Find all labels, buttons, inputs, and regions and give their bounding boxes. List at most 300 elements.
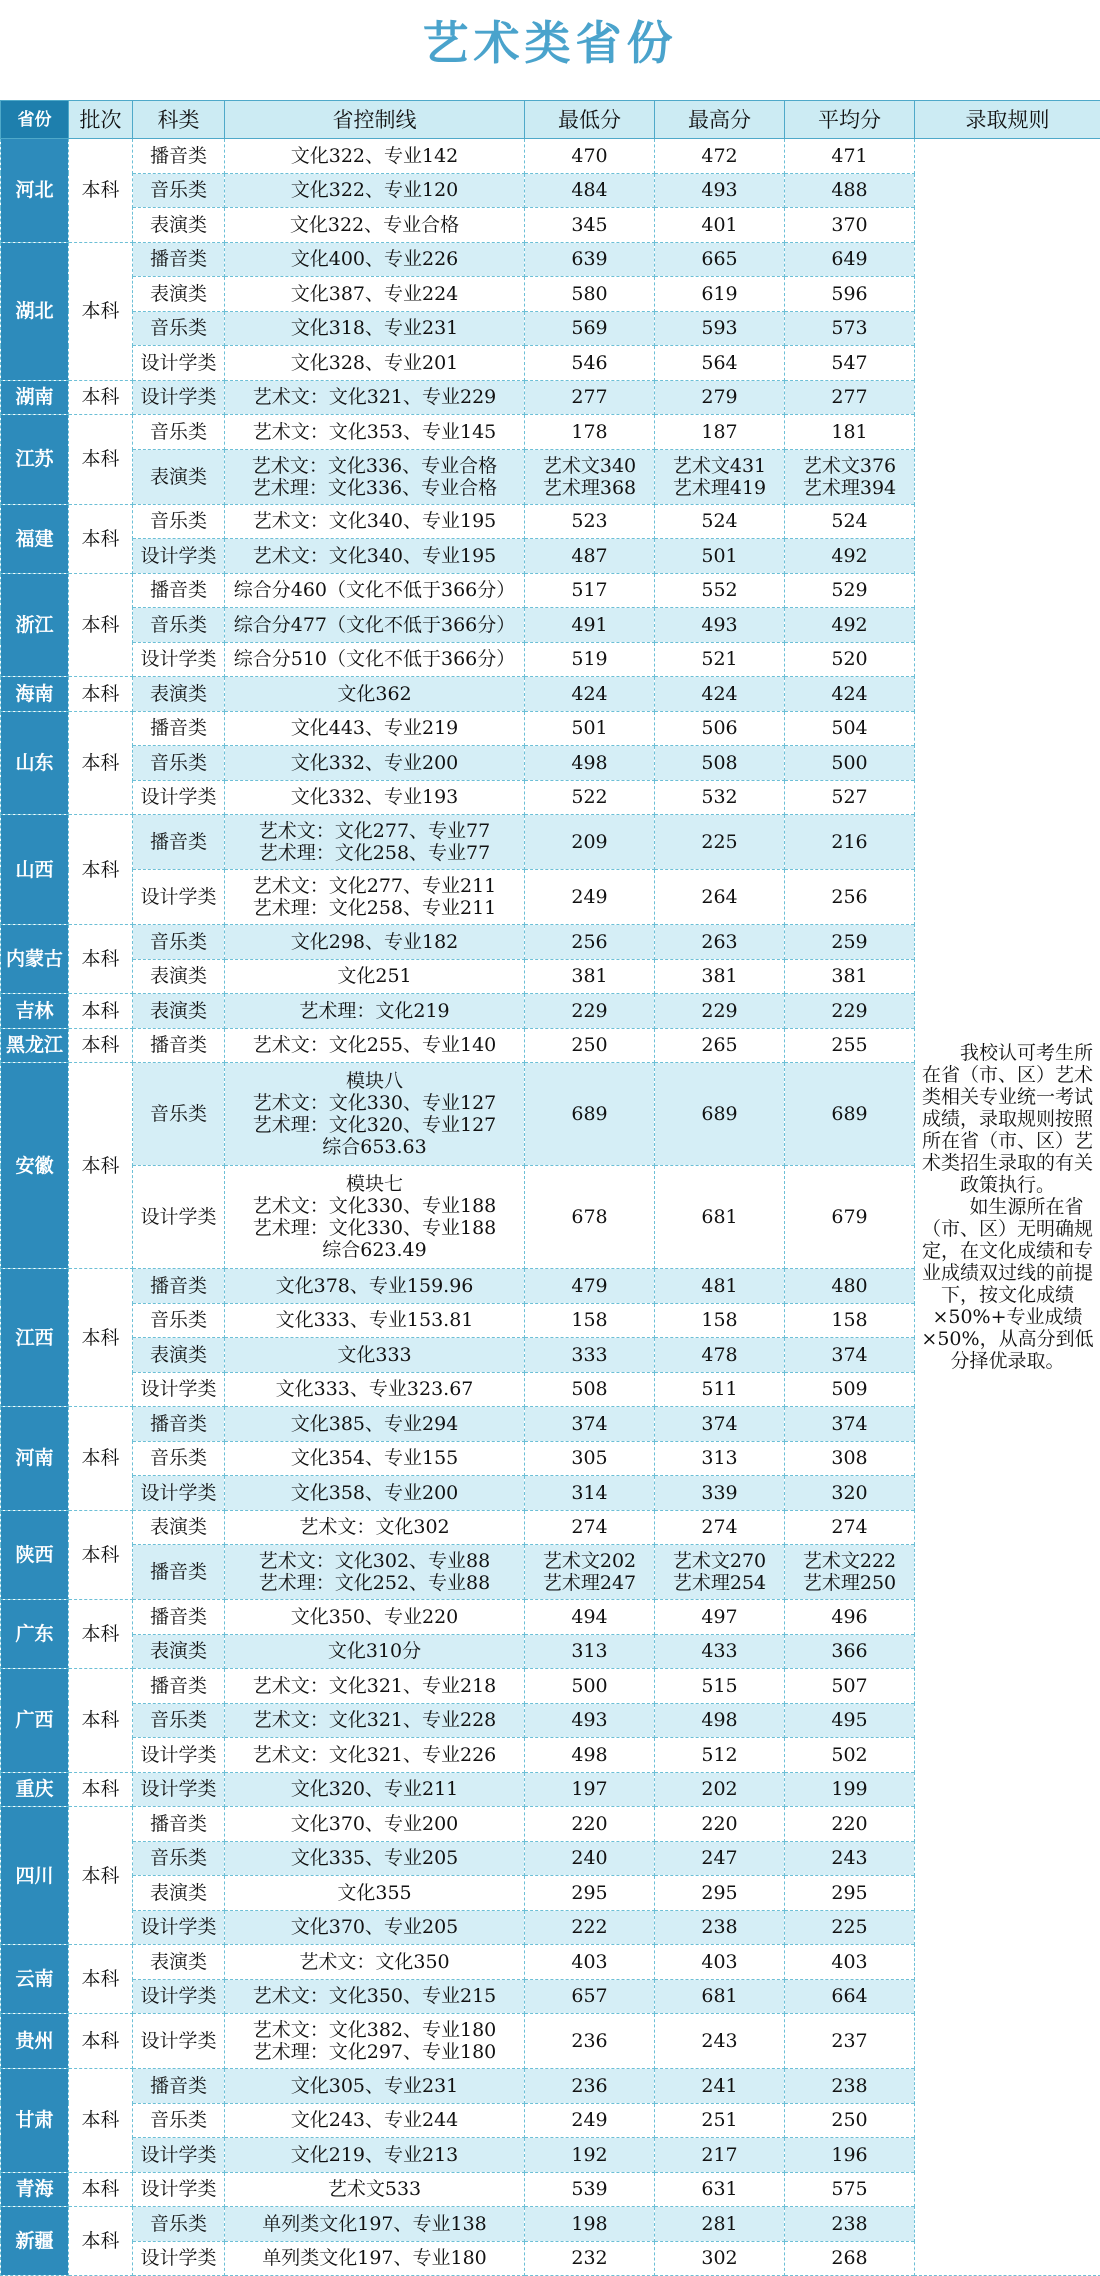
avg-score-cell: 403 [785, 1945, 915, 1980]
control-line-cell: 模块七 艺术文：文化330、专业188 艺术理：文化330、专业188 综合623.49 [225, 1166, 525, 1269]
avg-score-cell: 575 [785, 2172, 915, 2207]
batch-cell: 本科 [69, 994, 133, 1029]
header-province: 省份 [1, 101, 69, 139]
province-cell: 河南 [1, 1407, 69, 1511]
avg-score-cell: 308 [785, 1441, 915, 1476]
min-score-cell: 494 [525, 1600, 655, 1635]
subject-cell: 设计学类 [133, 1372, 225, 1407]
avg-score-cell: 229 [785, 994, 915, 1029]
subject-cell: 播音类 [133, 139, 225, 174]
subject-cell: 表演类 [133, 1876, 225, 1911]
table-row [1, 139, 1100, 174]
subject-cell: 设计学类 [133, 2014, 225, 2069]
min-score-cell: 232 [525, 2241, 655, 2276]
min-score-cell: 274 [525, 1510, 655, 1545]
max-score-cell: 472 [655, 139, 785, 174]
max-score-cell: 493 [655, 173, 785, 208]
subject-cell: 音乐类 [133, 2103, 225, 2138]
avg-score-cell: 259 [785, 925, 915, 960]
batch-cell: 本科 [69, 1669, 133, 1773]
batch-cell: 本科 [69, 2172, 133, 2207]
avg-score-cell: 255 [785, 1028, 915, 1063]
min-score-cell: 678 [525, 1166, 655, 1269]
avg-score-cell: 295 [785, 1876, 915, 1911]
max-score-cell: 433 [655, 1634, 785, 1669]
control-line-cell: 文化310分 [225, 1634, 525, 1669]
avg-score-cell: 520 [785, 642, 915, 677]
control-line-cell: 文化332、专业193 [225, 780, 525, 815]
header-admission-rule: 录取规则 [915, 101, 1100, 139]
batch-cell: 本科 [69, 1772, 133, 1807]
subject-cell: 表演类 [133, 208, 225, 243]
control-line-cell: 文化355 [225, 1876, 525, 1911]
subject-cell: 设计学类 [133, 2172, 225, 2207]
control-line-cell: 艺术文：文化321、专业218 [225, 1669, 525, 1704]
min-score-cell: 470 [525, 139, 655, 174]
min-score-cell: 229 [525, 994, 655, 1029]
batch-cell: 本科 [69, 139, 133, 243]
avg-score-cell: 664 [785, 1979, 915, 2014]
min-score-cell: 209 [525, 815, 655, 870]
header-batch: 批次 [69, 101, 133, 139]
control-line-cell: 文化328、专业201 [225, 346, 525, 381]
avg-score-cell: 196 [785, 2138, 915, 2173]
province-cell: 陕西 [1, 1510, 69, 1600]
province-cell: 安徽 [1, 1063, 69, 1269]
province-cell: 江苏 [1, 415, 69, 505]
avg-score-cell: 277 [785, 380, 915, 415]
province-cell: 新疆 [1, 2207, 69, 2276]
batch-cell: 本科 [69, 242, 133, 380]
min-score-cell: 345 [525, 208, 655, 243]
max-score-cell: 521 [655, 642, 785, 677]
control-line-cell: 综合分460（文化不低于366分） [225, 573, 525, 608]
max-score-cell: 281 [655, 2207, 785, 2242]
province-cell: 重庆 [1, 1772, 69, 1807]
batch-cell: 本科 [69, 1269, 133, 1407]
avg-score-cell: 679 [785, 1166, 915, 1269]
avg-score-cell: 225 [785, 1910, 915, 1945]
province-cell: 四川 [1, 1807, 69, 1945]
batch-cell: 本科 [69, 1063, 133, 1269]
avg-score-cell: 216 [785, 815, 915, 870]
subject-cell: 播音类 [133, 1407, 225, 1442]
max-score-cell: 247 [655, 1841, 785, 1876]
subject-cell: 设计学类 [133, 780, 225, 815]
min-score-cell: 580 [525, 277, 655, 312]
avg-score-cell: 495 [785, 1703, 915, 1738]
avg-score-cell: 573 [785, 311, 915, 346]
control-line-cell: 艺术文：文化340、专业195 [225, 504, 525, 539]
control-line-cell: 综合分510（文化不低于366分） [225, 642, 525, 677]
control-line-cell: 艺术文：文化277、专业77 艺术理：文化258、专业77 [225, 815, 525, 870]
subject-cell: 表演类 [133, 449, 225, 504]
avg-score-cell: 181 [785, 415, 915, 450]
max-score-cell: 295 [655, 1876, 785, 1911]
control-line-cell: 文化333、专业323.67 [225, 1372, 525, 1407]
subject-cell: 设计学类 [133, 1738, 225, 1773]
control-line-cell: 艺术理：文化219 [225, 994, 525, 1029]
subject-cell: 设计学类 [133, 346, 225, 381]
province-cell: 山东 [1, 711, 69, 815]
batch-cell: 本科 [69, 815, 133, 925]
min-score-cell: 222 [525, 1910, 655, 1945]
batch-cell: 本科 [69, 925, 133, 994]
max-score-cell: 493 [655, 608, 785, 643]
subject-cell: 播音类 [133, 1600, 225, 1635]
subject-cell: 播音类 [133, 1545, 225, 1600]
min-score-cell: 523 [525, 504, 655, 539]
subject-cell: 播音类 [133, 815, 225, 870]
max-score-cell: 593 [655, 311, 785, 346]
min-score-cell: 236 [525, 2014, 655, 2069]
header-min-score: 最低分 [525, 101, 655, 139]
min-score-cell: 198 [525, 2207, 655, 2242]
max-score-cell: 艺术文270 艺术理254 [655, 1545, 785, 1600]
subject-cell: 播音类 [133, 573, 225, 608]
avg-score-cell: 500 [785, 746, 915, 781]
min-score-cell: 256 [525, 925, 655, 960]
subject-cell: 播音类 [133, 1669, 225, 1704]
province-cell: 吉林 [1, 994, 69, 1029]
batch-cell: 本科 [69, 711, 133, 815]
control-line-cell: 艺术文：文化382、专业180 艺术理：文化297、专业180 [225, 2014, 525, 2069]
max-score-cell: 229 [655, 994, 785, 1029]
max-score-cell: 681 [655, 1166, 785, 1269]
avg-score-cell: 243 [785, 1841, 915, 1876]
control-line-cell: 文化333、专业153.81 [225, 1303, 525, 1338]
admission-rule-paragraph: 我校认可考生所在省（市、区）艺术类相关专业统一考试成绩，录取规则按照所在省（市、区）艺术类招生录取的有关政策执行。 [915, 1042, 1100, 1196]
header-max-score: 最高分 [655, 101, 785, 139]
min-score-cell: 314 [525, 1476, 655, 1511]
control-line-cell: 艺术文：文化277、专业211 艺术理：文化258、专业211 [225, 870, 525, 925]
max-score-cell: 374 [655, 1407, 785, 1442]
avg-score-cell: 274 [785, 1510, 915, 1545]
admission-rule-paragraph: 如生源所在省（市、区）无明确规定，在文化成绩和专业成绩双过线的前提下，按文化成绩×50%+专业成绩×50%，从高分到低分择优录取。 [915, 1196, 1100, 1372]
control-line-cell: 文化320、专业211 [225, 1772, 525, 1807]
min-score-cell: 522 [525, 780, 655, 815]
batch-cell: 本科 [69, 1600, 133, 1669]
batch-cell: 本科 [69, 415, 133, 505]
min-score-cell: 517 [525, 573, 655, 608]
min-score-cell: 295 [525, 1876, 655, 1911]
control-line-cell: 文化443、专业219 [225, 711, 525, 746]
min-score-cell: 689 [525, 1063, 655, 1166]
subject-cell: 表演类 [133, 1338, 225, 1373]
avg-score-cell: 496 [785, 1600, 915, 1635]
min-score-cell: 220 [525, 1807, 655, 1842]
control-line-cell: 艺术文：文化350 [225, 1945, 525, 1980]
batch-cell: 本科 [69, 504, 133, 573]
min-score-cell: 424 [525, 677, 655, 712]
max-score-cell: 313 [655, 1441, 785, 1476]
max-score-cell: 381 [655, 959, 785, 994]
max-score-cell: 532 [655, 780, 785, 815]
avg-score-cell: 374 [785, 1338, 915, 1373]
min-score-cell: 277 [525, 380, 655, 415]
max-score-cell: 524 [655, 504, 785, 539]
min-score-cell: 508 [525, 1372, 655, 1407]
batch-cell: 本科 [69, 2014, 133, 2069]
avg-score-cell: 238 [785, 2207, 915, 2242]
max-score-cell: 187 [655, 415, 785, 450]
control-line-cell: 文化243、专业244 [225, 2103, 525, 2138]
avg-score-cell: 220 [785, 1807, 915, 1842]
avg-score-cell: 320 [785, 1476, 915, 1511]
control-line-cell: 文化251 [225, 959, 525, 994]
control-line-cell: 文化322、专业142 [225, 139, 525, 174]
control-line-cell: 文化219、专业213 [225, 2138, 525, 2173]
max-score-cell: 424 [655, 677, 785, 712]
province-cell: 广西 [1, 1669, 69, 1773]
control-line-cell: 文化362 [225, 677, 525, 712]
min-score-cell: 381 [525, 959, 655, 994]
subject-cell: 表演类 [133, 1945, 225, 1980]
province-cell: 黑龙江 [1, 1028, 69, 1063]
subject-cell: 表演类 [133, 994, 225, 1029]
control-line-cell: 艺术文：文化302、专业88 艺术理：文化252、专业88 [225, 1545, 525, 1600]
control-line-cell: 艺术文：文化302 [225, 1510, 525, 1545]
max-score-cell: 501 [655, 539, 785, 574]
min-score-cell: 519 [525, 642, 655, 677]
subject-cell: 音乐类 [133, 746, 225, 781]
min-score-cell: 657 [525, 1979, 655, 2014]
batch-cell: 本科 [69, 380, 133, 415]
avg-score-cell: 524 [785, 504, 915, 539]
batch-cell: 本科 [69, 573, 133, 677]
max-score-cell: 265 [655, 1028, 785, 1063]
control-line-cell: 文化378、专业159.96 [225, 1269, 525, 1304]
control-line-cell: 单列类文化197、专业180 [225, 2241, 525, 2276]
control-line-cell: 艺术文：文化321、专业226 [225, 1738, 525, 1773]
batch-cell: 本科 [69, 677, 133, 712]
subject-cell: 音乐类 [133, 1303, 225, 1338]
page-title: 艺术类省份 [0, 0, 1100, 100]
province-cell: 广东 [1, 1600, 69, 1669]
avg-score-cell: 471 [785, 139, 915, 174]
subject-cell: 播音类 [133, 2069, 225, 2104]
province-cell: 海南 [1, 677, 69, 712]
min-score-cell: 500 [525, 1669, 655, 1704]
admission-rule-cell [915, 139, 1100, 2276]
control-line-cell: 文化400、专业226 [225, 242, 525, 277]
control-line-cell: 文化370、专业200 [225, 1807, 525, 1842]
max-score-cell: 238 [655, 1910, 785, 1945]
avg-score-cell: 502 [785, 1738, 915, 1773]
subject-cell: 音乐类 [133, 608, 225, 643]
province-cell: 河北 [1, 139, 69, 243]
header-subject: 科类 [133, 101, 225, 139]
admission-score-table [0, 100, 1100, 2276]
control-line-cell: 艺术文：文化255、专业140 [225, 1028, 525, 1063]
control-line-cell: 艺术文：文化340、专业195 [225, 539, 525, 574]
batch-cell: 本科 [69, 2069, 133, 2173]
avg-score-cell: 366 [785, 1634, 915, 1669]
min-score-cell: 639 [525, 242, 655, 277]
min-score-cell: 484 [525, 173, 655, 208]
control-line-cell: 文化322、专业合格 [225, 208, 525, 243]
subject-cell: 音乐类 [133, 415, 225, 450]
avg-score-cell: 268 [785, 2241, 915, 2276]
max-score-cell: 681 [655, 1979, 785, 2014]
subject-cell: 设计学类 [133, 380, 225, 415]
max-score-cell: 艺术文431 艺术理419 [655, 449, 785, 504]
province-cell: 甘肃 [1, 2069, 69, 2173]
subject-cell: 设计学类 [133, 1772, 225, 1807]
avg-score-cell: 480 [785, 1269, 915, 1304]
subject-cell: 音乐类 [133, 925, 225, 960]
min-score-cell: 493 [525, 1703, 655, 1738]
min-score-cell: 197 [525, 1772, 655, 1807]
min-score-cell: 249 [525, 2103, 655, 2138]
control-line-cell: 艺术文：文化336、专业合格 艺术理：文化336、专业合格 [225, 449, 525, 504]
min-score-cell: 498 [525, 746, 655, 781]
avg-score-cell: 649 [785, 242, 915, 277]
max-score-cell: 619 [655, 277, 785, 312]
avg-score-cell: 238 [785, 2069, 915, 2104]
avg-score-cell: 250 [785, 2103, 915, 2138]
max-score-cell: 564 [655, 346, 785, 381]
control-line-cell: 艺术文533 [225, 2172, 525, 2207]
min-score-cell: 192 [525, 2138, 655, 2173]
province-cell: 内蒙古 [1, 925, 69, 994]
province-cell: 青海 [1, 2172, 69, 2207]
subject-cell: 播音类 [133, 1028, 225, 1063]
avg-score-cell: 256 [785, 870, 915, 925]
max-score-cell: 202 [655, 1772, 785, 1807]
control-line-cell: 文化305、专业231 [225, 2069, 525, 2104]
min-score-cell: 240 [525, 1841, 655, 1876]
subject-cell: 音乐类 [133, 173, 225, 208]
avg-score-cell: 488 [785, 173, 915, 208]
header-control-line: 省控制线 [225, 101, 525, 139]
control-line-cell: 模块八 艺术文：文化330、专业127 艺术理：文化320、专业127 综合653.63 [225, 1063, 525, 1166]
min-score-cell: 539 [525, 2172, 655, 2207]
max-score-cell: 263 [655, 925, 785, 960]
min-score-cell: 498 [525, 1738, 655, 1773]
min-score-cell: 374 [525, 1407, 655, 1442]
max-score-cell: 302 [655, 2241, 785, 2276]
max-score-cell: 506 [655, 711, 785, 746]
max-score-cell: 220 [655, 1807, 785, 1842]
max-score-cell: 665 [655, 242, 785, 277]
min-score-cell: 305 [525, 1441, 655, 1476]
min-score-cell: 333 [525, 1338, 655, 1373]
avg-score-cell: 689 [785, 1063, 915, 1166]
max-score-cell: 498 [655, 1703, 785, 1738]
subject-cell: 设计学类 [133, 1910, 225, 1945]
control-line-cell: 文化332、专业200 [225, 746, 525, 781]
min-score-cell: 250 [525, 1028, 655, 1063]
subject-cell: 音乐类 [133, 1441, 225, 1476]
max-score-cell: 512 [655, 1738, 785, 1773]
avg-score-cell: 374 [785, 1407, 915, 1442]
avg-score-cell: 237 [785, 2014, 915, 2069]
avg-score-cell: 504 [785, 711, 915, 746]
avg-score-cell: 492 [785, 608, 915, 643]
subject-cell: 表演类 [133, 1634, 225, 1669]
control-line-cell: 艺术文：文化321、专业229 [225, 380, 525, 415]
subject-cell: 播音类 [133, 1807, 225, 1842]
avg-score-cell: 艺术文222 艺术理250 [785, 1545, 915, 1600]
min-score-cell: 艺术文340 艺术理368 [525, 449, 655, 504]
control-line-cell: 文化333 [225, 1338, 525, 1373]
control-line-cell: 文化335、专业205 [225, 1841, 525, 1876]
province-cell: 江西 [1, 1269, 69, 1407]
max-score-cell: 631 [655, 2172, 785, 2207]
control-line-cell: 文化385、专业294 [225, 1407, 525, 1442]
control-line-cell: 文化322、专业120 [225, 173, 525, 208]
subject-cell: 播音类 [133, 711, 225, 746]
subject-cell: 表演类 [133, 959, 225, 994]
max-score-cell: 511 [655, 1372, 785, 1407]
batch-cell: 本科 [69, 1407, 133, 1511]
max-score-cell: 403 [655, 1945, 785, 1980]
subject-cell: 设计学类 [133, 2138, 225, 2173]
control-line-cell: 文化387、专业224 [225, 277, 525, 312]
max-score-cell: 339 [655, 1476, 785, 1511]
avg-score-cell: 199 [785, 1772, 915, 1807]
max-score-cell: 264 [655, 870, 785, 925]
min-score-cell: 313 [525, 1634, 655, 1669]
subject-cell: 设计学类 [133, 539, 225, 574]
max-score-cell: 515 [655, 1669, 785, 1704]
max-score-cell: 217 [655, 2138, 785, 2173]
max-score-cell: 243 [655, 2014, 785, 2069]
subject-cell: 音乐类 [133, 504, 225, 539]
control-line-cell: 文化318、专业231 [225, 311, 525, 346]
min-score-cell: 178 [525, 415, 655, 450]
header-row [1, 101, 1100, 139]
avg-score-cell: 527 [785, 780, 915, 815]
subject-cell: 设计学类 [133, 1476, 225, 1511]
min-score-cell: 501 [525, 711, 655, 746]
province-cell: 云南 [1, 1945, 69, 2014]
control-line-cell: 文化354、专业155 [225, 1441, 525, 1476]
min-score-cell: 569 [525, 311, 655, 346]
avg-score-cell: 547 [785, 346, 915, 381]
subject-cell: 音乐类 [133, 2207, 225, 2242]
control-line-cell: 艺术文：文化353、专业145 [225, 415, 525, 450]
subject-cell: 音乐类 [133, 311, 225, 346]
subject-cell: 设计学类 [133, 642, 225, 677]
province-cell: 浙江 [1, 573, 69, 677]
avg-score-cell: 424 [785, 677, 915, 712]
subject-cell: 设计学类 [133, 1166, 225, 1269]
control-line-cell: 文化298、专业182 [225, 925, 525, 960]
control-line-cell: 单列类文化197、专业138 [225, 2207, 525, 2242]
batch-cell: 本科 [69, 1510, 133, 1600]
max-score-cell: 552 [655, 573, 785, 608]
max-score-cell: 274 [655, 1510, 785, 1545]
avg-score-cell: 370 [785, 208, 915, 243]
max-score-cell: 241 [655, 2069, 785, 2104]
control-line-cell: 综合分477（文化不低于366分） [225, 608, 525, 643]
avg-score-cell: 529 [785, 573, 915, 608]
subject-cell: 设计学类 [133, 870, 225, 925]
province-cell: 贵州 [1, 2014, 69, 2069]
control-line-cell: 文化358、专业200 [225, 1476, 525, 1511]
subject-cell: 播音类 [133, 1269, 225, 1304]
subject-cell: 表演类 [133, 1510, 225, 1545]
subject-cell: 音乐类 [133, 1841, 225, 1876]
province-cell: 湖北 [1, 242, 69, 380]
max-score-cell: 401 [655, 208, 785, 243]
avg-score-cell: 492 [785, 539, 915, 574]
province-cell: 湖南 [1, 380, 69, 415]
max-score-cell: 225 [655, 815, 785, 870]
batch-cell: 本科 [69, 1028, 133, 1063]
